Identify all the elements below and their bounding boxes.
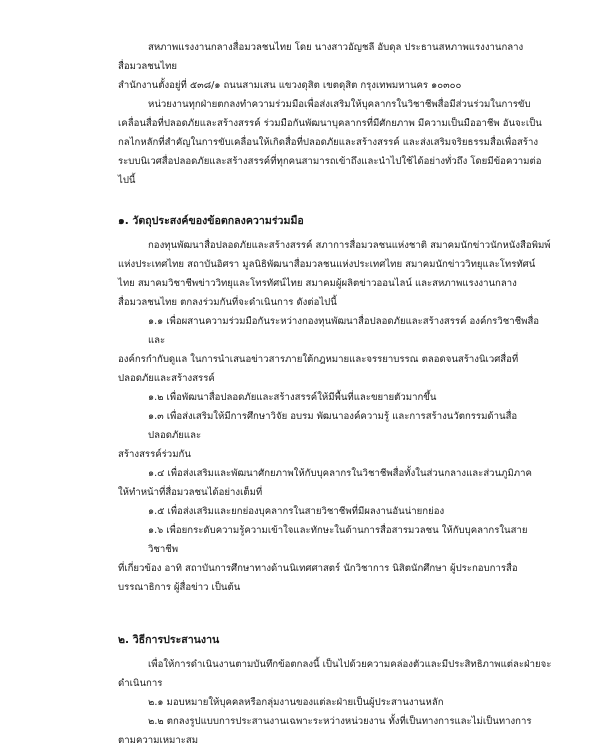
list-item: ๑.๓ เพื่อส่งเสริมให้มีการศึกษาวิจัย อบรม พัฒนาองค์ความรู้ และการสร้างนวัตกรรมด้านสื่อปลอดภัยและ สร้างสรรค์ร่วมกัน — [118, 411, 518, 460]
section-1-heading: ๑. วัตถุประสงค์ของข้อตกลงความร่วมมือ — [118, 215, 304, 227]
intro-block — [118, 38, 552, 190]
list-item: ๒.๑ มอบหมายให้บุคคลหรือกลุ่มงานของแต่ละฝ่ายเป็นผู้ประสานงานหลัก — [148, 697, 444, 708]
section-1-paragraph: กองทุนพัฒนาสื่อปลอดภัยและสร้างสรรค์ สภาการสื่อมวลชนแห่งชาติ สมาคมนักข่าวนักหนังสือพิมพ์แห่งประเทศไทย สถาบันอิศรา มูลนิธิพัฒนาสื่อมวลชนแห่งประเทศไทย สมาคมนักข่าววิทยุและโทรทัศน์ไทย สมาคมวิชาชีพข่าววิทยุและโทรทัศน์ไทย สมาคมผู้ผลิตข่าวออนไลน์ และสหภาพแรงงานกลางสื่อมวลชนไทย ตกลงร่วมกันที่จะดำเนินการ ดังต่อไปนี้ — [118, 240, 551, 308]
intro-line-1: สหภาพแรงงานกลางสื่อมวลชนไทย โดย นางสาวอัญชลี อับดุล ประธานสหภาพแรงงานกลางสื่อมวลชนไทย — [118, 42, 524, 72]
list-item: ๑.๕ เพื่อส่งเสริมและยกย่องบุคลากรในสายวิชาชีพที่มีผลงานอันน่ายกย่อง — [148, 506, 445, 517]
section-2 — [118, 631, 552, 750]
list-item: ๑.๒ เพื่อพัฒนาสื่อปลอดภัยและสร้างสรรค์ให้มีพื้นที่และขยายตัวมากขึ้น — [148, 392, 437, 403]
list-item: ๒.๒ ตกลงรูปแบบการประสานงานเฉพาะระหว่างหน่วยงาน ทั้งที่เป็นทางการและไม่เป็นทางการ ตามความเหมาะสม — [118, 716, 532, 746]
list-item: ๑.๔ เพื่อส่งเสริมและพัฒนาศักยภาพให้กับบุคลากรในวิชาชีพสื่อทั้งในส่วนกลางและส่วนภูมิภาค ให้ทำหน้าที่สื่อมวลชนได้อย่างเต็มที่ — [118, 468, 532, 498]
list-item: ๑.๑ เพื่อผสานความร่วมมือกันระหว่างกองทุนพัฒนาสื่อปลอดภัยและสร้างสรรค์ องค์กรวิชาชีพสื่อ และ องค์กรกำกับดูแล ในการนำเสนอข่าวสารภายใต้กฎหมายและจรรยาบรรณ ตลอดจนสร้างนิเวศสื่อที่ปลอดภัยและสร้างสรรค์ — [118, 316, 540, 384]
section-2-heading: ๒. วิธีการประสานงาน — [118, 634, 220, 646]
intro-paragraph: หน่วยงานทุกฝ่ายตกลงทำความร่วมมือเพื่อส่งเสริมให้บุคลากรในวิชาชีพสื่อมีส่วนร่วมในการขับเคลื่อนสื่อที่ปลอดภัยและสร้างสรรค์ ร่วมมือกันพัฒนาบุคลากรที่มีศักยภาพ มีความเป็นมืออาชีพ อันจะเป็นกลไกหลักที่สำคัญในการขับเคลื่อนให้เกิดสื่อที่ปลอดภัยและสร้างสรรค์ และส่งเสริมจริยธรรมสื่อเพื่อสร้างระบบนิเวศสื่อปลอดภัยและสร้างสรรค์ที่ทุกคนสามารถเข้าถึงและนำไปใช้ได้อย่างทั่วถึง โดยมีข้อความต่อไปนี้ — [118, 99, 542, 186]
list-item: ๑.๖ เพื่อยกระดับความรู้ความเข้าใจและทักษะในด้านการสื่อสารมวลชน ให้กับบุคลากรในสายวิชาชีพ ที่เกี่ยวข้อง อาทิ สถาบันการศึกษาทางด้านนิเทศศาสตร์ นักวิชาการ นิสิตนักศึกษา ผู้ประกอบการสื่อ บรรณาธิการ ผู้สื่อข่าว เป็นต้น — [118, 525, 528, 593]
intro-line-2: สำนักงานตั้งอยู่ที่ ๕๓๘/๑ ถนนสามเสน แขวงดุสิต เขตดุสิต กรุงเทพมหานคร ๑๐๓๐๐ — [118, 80, 462, 91]
section-2-paragraph: เพื่อให้การดำเนินงานตามบันทึกข้อตกลงนี้ เป็นไปด้วยความคล่องตัวและมีประสิทธิภาพแต่ละฝ่ายจะดำเนินการ — [118, 659, 552, 689]
section-1 — [118, 212, 552, 597]
